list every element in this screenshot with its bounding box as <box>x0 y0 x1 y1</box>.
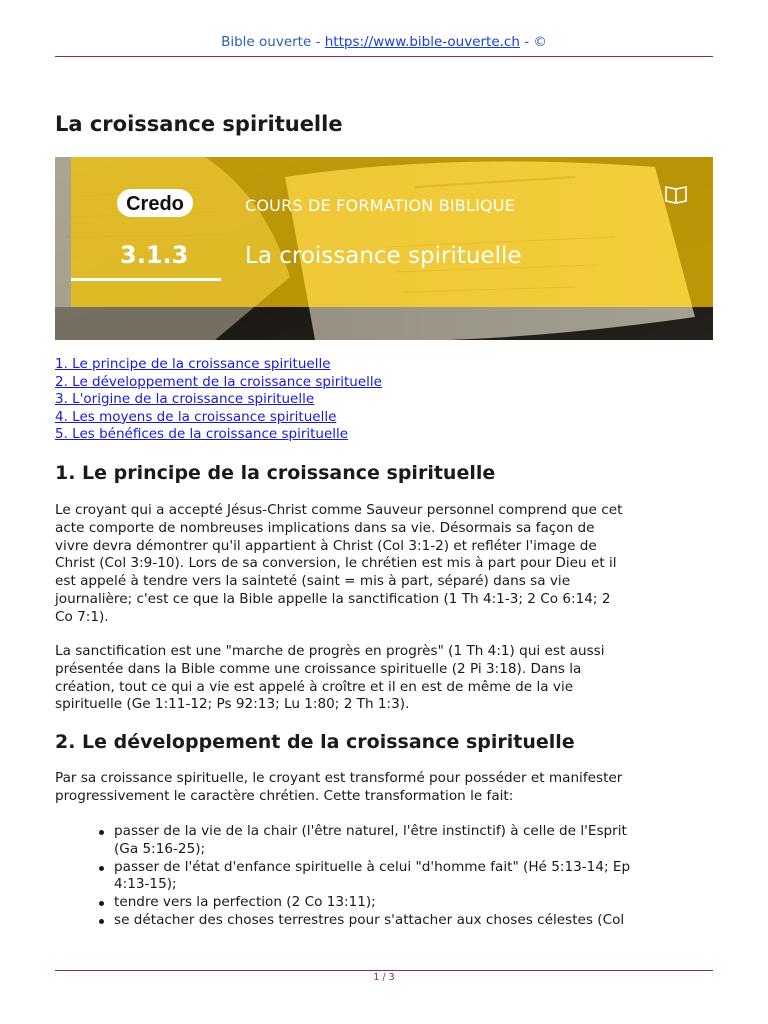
toc-link-3[interactable]: 3. L'origine de la croissance spirituelle <box>55 391 315 408</box>
section-1-paragraph-1 <box>55 502 713 627</box>
text-line: progressivement le caractère chrétien. Cette transformation le fait: <box>55 787 514 804</box>
bullet-icon <box>99 830 104 835</box>
text-line: tendre vers la perfection (2 Co 13:11); <box>114 894 376 911</box>
header-rule <box>55 56 713 57</box>
table-of-contents <box>55 356 382 444</box>
toc-link-4[interactable]: 4. Les moyens de la croissance spirituelle <box>55 408 337 425</box>
text-line: est appelé à tendre vers la sainteté (saint = mis à part, séparé) dans sa vie <box>55 573 571 590</box>
course-banner <box>55 157 713 340</box>
text-line: vivre devra démontrer qu'il appartient à Christ (Col 3:1-2) et refléter l'image de <box>55 537 597 554</box>
text-line: acte comporte de nombreuses implications dans sa vie. Désormais sa façon de <box>55 519 595 536</box>
text-line: Christ (Col 3:9-10). Lors de sa conversion, le chrétien est mis à part pour Dieu et il <box>55 555 617 572</box>
text-line: Le croyant qui a accepté Jésus-Christ comme Sauveur personnel comprend que cet <box>55 502 623 518</box>
list-item <box>97 894 713 912</box>
site-name: Bible ouverte - <box>221 34 325 50</box>
text-line: se détacher des choses terrestres pour s'attacher aux choses célestes (Col <box>114 911 625 928</box>
bullet-icon <box>99 919 104 924</box>
text-line: création, tout ce qui a vie est appelé à croître et il en est de même de la vie <box>55 678 574 695</box>
banner-image <box>55 157 713 340</box>
section-2-bullet-list <box>55 823 713 930</box>
banner-brand: Credo <box>126 193 184 215</box>
list-item <box>97 912 713 930</box>
section-1-heading: 1. Le principe de la croissance spirituelle <box>55 462 496 484</box>
section-1-paragraph-2 <box>55 643 713 714</box>
banner-heading: La croissance spirituelle <box>245 243 522 269</box>
list-item <box>97 823 713 859</box>
text-line: 4:13-15); <box>114 876 177 893</box>
text-line: présentée dans la Bible comme une croissance spirituelle (2 Pi 3:18). Dans la <box>55 660 582 677</box>
bullet-icon <box>99 866 104 871</box>
text-line: passer de l'état d'enfance spirituelle à celui "d'homme fait" (Hé 5:13-14; Ep <box>114 858 631 875</box>
section-2-paragraph-1 <box>55 770 713 806</box>
footer-rule <box>55 970 713 971</box>
text-line: (Ga 5:16-25); <box>114 840 206 857</box>
section-2-heading: 2. Le développement de la croissance spirituelle <box>55 731 575 753</box>
site-link[interactable]: https://www.bible-ouverte.ch <box>324 34 520 50</box>
list-item <box>97 859 713 895</box>
text-line: La sanctification est une "marche de progrès en progrès" (1 Th 4:1) qui est aussi <box>55 643 605 659</box>
banner-course: COURS DE FORMATION BIBLIQUE <box>245 196 516 215</box>
text-line: passer de la vie de la chair (l'être naturel, l'être instinctif) à celle de l'Esprit <box>114 823 627 839</box>
toc-link-1[interactable]: 1. Le principe de la croissance spirituelle <box>55 356 331 372</box>
toc-link-2[interactable]: 2. Le développement de la croissance spirituelle <box>55 373 382 390</box>
text-line: journalière; c'est ce que la Bible appelle la sanctification (1 Th 4:1-3; 2 Co 6:14; 2 <box>55 590 611 607</box>
text-line: Co 7:1). <box>55 608 109 625</box>
text-line: spirituelle (Ge 1:11-12; Ps 92:13; Lu 1:80; 2 Th 1:3). <box>55 696 410 713</box>
banner-number: 3.1.3 <box>120 241 189 269</box>
page-number: 1 / 3 <box>373 972 395 983</box>
page-title: La croissance spirituelle <box>55 112 343 136</box>
bullet-icon <box>99 901 104 906</box>
text-line: Par sa croissance spirituelle, le croyant est transformé pour posséder et manifester <box>55 770 623 786</box>
toc-link-5[interactable]: 5. Les bénéfices de la croissance spirituelle <box>55 426 349 443</box>
header-suffix: - © <box>519 34 547 50</box>
page-header <box>55 34 713 50</box>
